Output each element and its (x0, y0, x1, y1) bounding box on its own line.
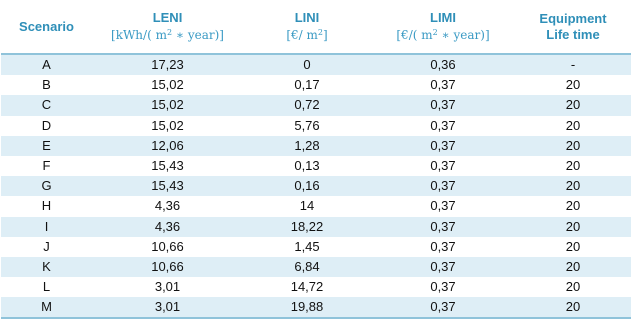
header-leni-label: LENI (152, 10, 183, 25)
header-limi (371, 0, 515, 54)
header-lini (243, 0, 371, 54)
table-header (1, 0, 631, 54)
cell-limi: 0,37 (371, 196, 515, 216)
cell-lini: 6,84 (243, 257, 371, 277)
lini-unit-sup: 2 (317, 28, 323, 37)
cell-life: 20 (515, 116, 631, 136)
table-row (1, 237, 631, 257)
cell-leni: 15,43 (92, 156, 243, 176)
header-equipment-life-time (515, 0, 631, 54)
table-row (1, 95, 631, 115)
header-leni-unit (92, 27, 243, 43)
header-limi-unit (371, 27, 515, 43)
cell-leni: 15,02 (92, 95, 243, 115)
cell-scenario: G (1, 176, 92, 196)
cell-scenario: B (1, 75, 92, 95)
table-row (1, 176, 631, 196)
table-row (1, 297, 631, 318)
header-lini-unit (243, 27, 371, 43)
scenario-table (1, 0, 631, 319)
leni-unit-pre: [kWh/( m (111, 28, 167, 42)
table-row (1, 217, 631, 237)
table-row (1, 75, 631, 95)
cell-leni: 4,36 (92, 217, 243, 237)
cell-scenario: I (1, 217, 92, 237)
cell-lini: 0,72 (243, 95, 371, 115)
header-equipment-line2: Life time (546, 26, 600, 42)
header-limi-label: LIMI (430, 10, 456, 25)
cell-leni: 17,23 (92, 54, 243, 75)
cell-lini: 19,88 (243, 297, 371, 318)
cell-scenario: E (1, 136, 92, 156)
cell-life: 20 (515, 75, 631, 95)
cell-life: 20 (515, 217, 631, 237)
table-row (1, 136, 631, 156)
cell-limi: 0,37 (371, 176, 515, 196)
cell-limi: 0,37 (371, 217, 515, 237)
cell-scenario: K (1, 257, 92, 277)
cell-scenario: H (1, 196, 92, 216)
cell-limi: 0,37 (371, 75, 515, 95)
cell-leni: 10,66 (92, 257, 243, 277)
cell-scenario: F (1, 156, 92, 176)
cell-limi: 0,37 (371, 116, 515, 136)
cell-leni: 4,36 (92, 196, 243, 216)
cell-limi: 0,37 (371, 237, 515, 257)
cell-lini: 0,13 (243, 156, 371, 176)
cell-leni: 15,43 (92, 176, 243, 196)
cell-life: - (515, 54, 631, 75)
table-body (1, 54, 631, 318)
cell-scenario: J (1, 237, 92, 257)
cell-lini: 14 (243, 196, 371, 216)
cell-lini: 0,16 (243, 176, 371, 196)
cell-scenario: M (1, 297, 92, 318)
cell-life: 20 (515, 136, 631, 156)
cell-leni: 15,02 (92, 116, 243, 136)
cell-leni: 3,01 (92, 297, 243, 318)
cell-life: 20 (515, 95, 631, 115)
cell-lini: 1,45 (243, 237, 371, 257)
header-scenario (1, 0, 92, 54)
cell-life: 20 (515, 257, 631, 277)
table-row (1, 257, 631, 277)
limi-unit-sup: 2 (432, 28, 438, 37)
cell-limi: 0,37 (371, 257, 515, 277)
header-scenario-label: Scenario (19, 18, 74, 34)
limi-unit-pre: [€/( m (396, 28, 433, 42)
table-row (1, 277, 631, 297)
cell-limi: 0,37 (371, 95, 515, 115)
cell-life: 20 (515, 156, 631, 176)
cell-scenario: D (1, 116, 92, 136)
table-row (1, 196, 631, 216)
table-row (1, 116, 631, 136)
lini-unit-pre: [€/ m (286, 28, 318, 42)
cell-limi: 0,37 (371, 297, 515, 318)
cell-leni: 3,01 (92, 277, 243, 297)
cell-lini: 0 (243, 54, 371, 75)
header-leni (92, 0, 243, 54)
cell-lini: 1,28 (243, 136, 371, 156)
cell-scenario: C (1, 95, 92, 115)
cell-life: 20 (515, 237, 631, 257)
cell-lini: 18,22 (243, 217, 371, 237)
cell-scenario: L (1, 277, 92, 297)
cell-life: 20 (515, 196, 631, 216)
cell-lini: 0,17 (243, 75, 371, 95)
cell-leni: 12,06 (92, 136, 243, 156)
cell-leni: 15,02 (92, 75, 243, 95)
limi-unit-post: ∗ year)] (437, 28, 490, 42)
cell-limi: 0,37 (371, 156, 515, 176)
cell-limi: 0,37 (371, 136, 515, 156)
lini-unit-post: ] (322, 28, 328, 42)
cell-life: 20 (515, 176, 631, 196)
cell-life: 20 (515, 297, 631, 318)
cell-lini: 14,72 (243, 277, 371, 297)
leni-unit-sup: 2 (166, 28, 173, 37)
cell-lini: 5,76 (243, 116, 371, 136)
cell-leni: 10,66 (92, 237, 243, 257)
table-row (1, 156, 631, 176)
header-row (1, 0, 631, 54)
cell-life: 20 (515, 277, 631, 297)
leni-unit-post: ∗ year)] (172, 28, 224, 42)
cell-scenario: A (1, 54, 92, 75)
table-row (1, 54, 631, 75)
header-lini-label: LINI (294, 10, 320, 25)
cell-limi: 0,36 (371, 54, 515, 75)
cell-limi: 0,37 (371, 277, 515, 297)
header-equipment-line1: Equipment (539, 10, 607, 26)
